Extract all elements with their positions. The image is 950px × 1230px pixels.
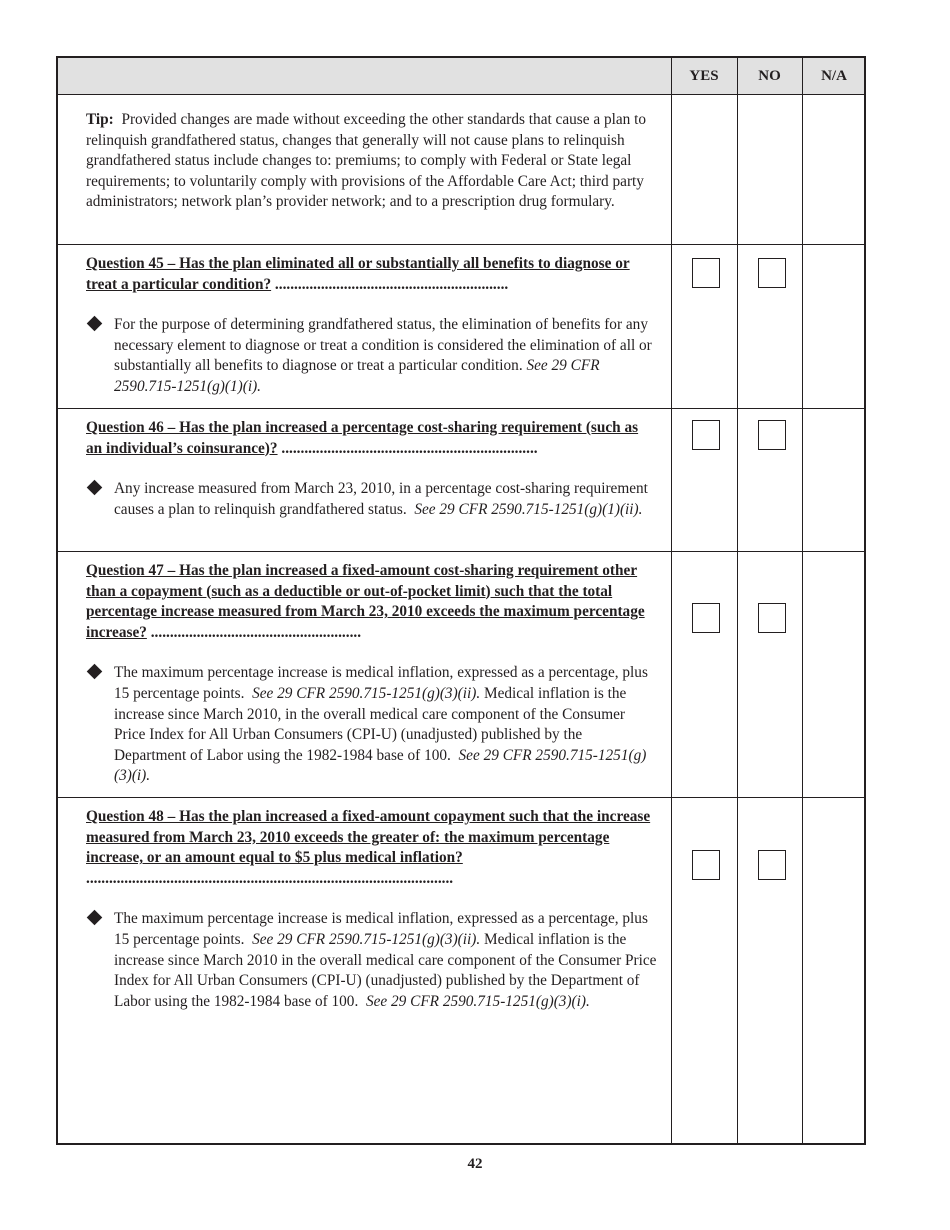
citation: See 29 CFR 2590.715-1251(g)(3)(i). [114,746,647,785]
row-divider [58,94,864,95]
citation: See 29 CFR 2590.715-1251(g)(3)(ii). [252,684,481,702]
q45-yes-checkbox[interactable] [692,258,720,288]
column-header-na: N/A [821,68,847,84]
citation: See 29 CFR 2590.715-1251(g)(1)(ii). [414,500,643,518]
diamond-bullet-icon [87,664,103,680]
row-divider [58,551,864,552]
bullet-point [86,663,658,787]
tip-block [86,110,658,213]
bullet-text: The maximum percentage increase is medical inflation, expressed as a percentage, plus 15 percentage points. [114,910,648,948]
column-divider [671,58,672,1143]
column-divider [737,58,738,1143]
questionnaire-table [56,56,866,1145]
q46-no-checkbox[interactable] [758,420,786,450]
bullet-text-continued: Medical inflation is the increase since March 2010, in the overall medical care component of the Consumer Price Index for All Urban Consumers (CPI-U) (unadjusted) published by the Department of Labor using the 1982-1984 base of 100. [114,684,627,764]
diamond-bullet-icon [87,316,103,332]
tip-label: Tip: [86,111,114,128]
citation: See 29 CFR 2590.715-1251(g)(1)(i). [114,357,600,395]
bullet-text-continued: Medical inflation is the increase since March 2010 in the overall medical care component of the Consumer Price Index for All Urban Consumers (CPI-U) (unadjusted) published by the Department of Labor using the 1982-1984 base of 100. [114,930,657,1010]
tip-text: Provided changes are made without exceeding the other standards that cause a plan to relinquish grandfathered status, changes that generally will not cause plans to relinquish grandfathered status include changes to: premiums; to comply with Federal or State legal requirements; to voluntarily comply with provisions of the Affordable Care Act; third party administrators; network plan’s provider network; and to a prescription drug formulary. [86,111,647,211]
page-number: 42 [467,1156,483,1172]
dot-leader: ....................................................... [146,623,362,641]
dot-leader: ............................................................. [271,275,509,293]
bullet-point [86,909,658,1012]
q47-yes-checkbox[interactable] [692,603,720,633]
question-47 [86,561,658,787]
row-divider [58,408,864,409]
bullet-point [86,315,658,397]
question-title: Question 48 – Has the plan increased a fixed-amount copayment such that the increase measured from March 23, 2010 exceeds the greater of: the maximum percentage increase, or an amount equal to $5 plus medical inflation? [86,808,651,867]
column-header-no: NO [758,68,781,84]
row-divider [58,797,864,798]
question-title: Question 46 – Has the plan increased a percentage cost-sharing requirement (such as an individual’s coinsurance)? [86,419,639,457]
citation: See 29 CFR 2590.715-1251(g)(3)(i). [365,992,590,1010]
dot-leader: ................................................................... [277,439,538,457]
question-46 [86,418,658,520]
column-header-yes: YES [689,68,719,84]
diamond-bullet-icon [87,910,103,926]
bullet-text: The maximum percentage increase is medical inflation, expressed as a percentage, plus 15 percentage points. [114,664,648,702]
question-title: Question 45 – Has the plan eliminated all or substantially all benefits to diagnose or treat a particular condition? [86,255,630,293]
q45-no-checkbox[interactable] [758,258,786,288]
question-48 [86,807,658,1012]
q47-no-checkbox[interactable] [758,603,786,633]
question-45 [86,254,658,398]
q46-yes-checkbox[interactable] [692,420,720,450]
row-divider [58,244,864,245]
q48-no-checkbox[interactable] [758,850,786,880]
bullet-text: Any increase measured from March 23, 2010, in a percentage cost-sharing requirement causes a plan to relinquish grandfathered status. [114,480,648,518]
question-title: Question 47 – Has the plan increased a fixed-amount cost-sharing requirement other than a copayment (such as a deductible or out-of-pocket limit) such that the total percentage increase measured from March 23, 2010 exceeds the maximum percentage increase? [86,562,645,641]
citation: See 29 CFR 2590.715-1251(g)(3)(ii). [252,930,481,948]
bullet-point [86,479,658,520]
dot-leader: ................................................................................................ [86,869,454,887]
bullet-text: For the purpose of determining grandfathered status, the elimination of benefits for any necessary element to diagnose or treat a condition is considered the elimination of all or substantially all benefits to diagnose or treat a particular condition. [114,316,652,375]
q48-yes-checkbox[interactable] [692,850,720,880]
diamond-bullet-icon [87,480,103,496]
column-divider [802,58,803,1143]
